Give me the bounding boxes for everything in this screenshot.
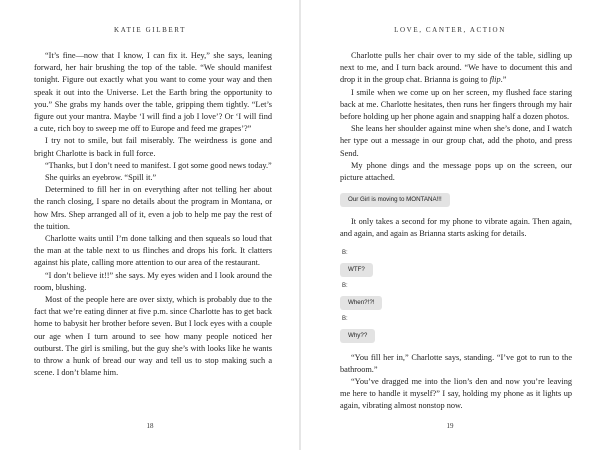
message-sender: B: [342,249,348,256]
paragraph: I try not to smile, but fail miserably. The weirdness is gone and bright Charlotte is back in full force. [34,136,272,158]
paragraph: Most of the people here are over sixty, which is probably due to the fact that we’re eating dinner at five p.m. since Charlotte has to get back home to babysit her brother before seven. But I lock eyes with a couple our age when I turn around to see how many people noticed her outburst. The girl is smiling, but the guy she’s with looks like he wants to throw a hunk of bread our way and tell us to stop making such a scene. I don’t blame him. [34,295,272,378]
message-bubble-group [340,184,572,216]
paragraph: It only takes a second for my phone to vibrate again. Then again, and again, and again as Brianna starts asking for details. [340,217,572,239]
paragraph [340,50,572,87]
paragraph-text: Charlotte pulls her chair over to my side of the table, sidling up next to me, and I turn back around. “We have to document this and drop it in the group chat. Brianna is going to [340,51,572,85]
paragraph: Charlotte waits until I’m done talking and then squeals so loud that the man at the table next to us flinches and drops his fork. It clatters against his plate, calling more attention to our area of the restaurant. [34,234,272,268]
message-sender: B: [342,282,348,289]
message-bubble: When?!?! [340,296,382,310]
page-number: 18 [146,422,154,430]
paragraph: She leans her shoulder against mine when she’s done, and I watch her type out a message in our group chat, add the photo, and press Send. [340,124,572,158]
paragraph: Determined to fill her in on everything after not telling her about the ranch closing, I spare no details about the program in Montana, or how Mrs. Shep arranged all of it, even a job to help me pay the rest of the tuition. [34,185,272,231]
paragraph: My phone dings and the message pops up on the screen, our picture attached. [340,160,572,183]
running-head-title: LOVE, CANTER, ACTION [394,26,506,34]
chat-message [340,316,572,343]
page-number: 19 [446,422,454,430]
chat-message [340,250,572,277]
message-bubble: Our Girl is moving to MONTANA!!! [340,193,450,207]
paragraph: “It’s fine—now that I know, I can fix it. Hey,” she says, leaning forward, her hair brushing the top of the table. “We should manifest tonight. Figure out exactly what you want to come your way and then speak it out into the Universe. Let the Earth bring the opportunity to you.” She grabs my hands over the table, gripping them tightly. “Let’s figure out your mantra. Maybe ‘I will find a job I love’? Or ‘I will find a cute, rich boy to sweep me off to Europe and feed me grapes’?” [34,51,272,134]
right-page-body [340,50,572,413]
running-head-author: KATIE GILBERT [114,26,186,34]
message-bubble: WTF? [340,263,373,277]
message-sender: B: [342,315,348,322]
paragraph: “You’ve dragged me into the lion’s den and now you’re leaving me here to handle it myself?” I say, holding my phone as it lights up again, vibrating almost nonstop now. [340,377,572,411]
message-bubble: Why?? [340,329,375,343]
paragraph: I smile when we come up on her screen, my flushed face staring back at me. Charlotte hesitates, then runs her fingers through my hair before holding up her phone again and snapping half a dozen photos. [340,87,572,122]
paragraph: “I don’t believe it!!” she says. My eyes widen and I look around the room, blushing. [34,270,272,292]
right-page [300,0,600,450]
paragraph-tail: .” [500,75,507,85]
left-page-body [34,50,272,379]
emphasis-word: flip [489,75,501,85]
chat-thread [340,250,572,343]
paragraph: “You fill her in,” Charlotte says, standing. “I’ve got to run to the bathroom.” [340,352,572,374]
chat-message [340,283,572,310]
paragraph: “Thanks, but I don’t need to manifest. I got some good news today.” [45,160,272,170]
paragraph: She quirks an eyebrow. “Spill it.” [45,173,157,183]
